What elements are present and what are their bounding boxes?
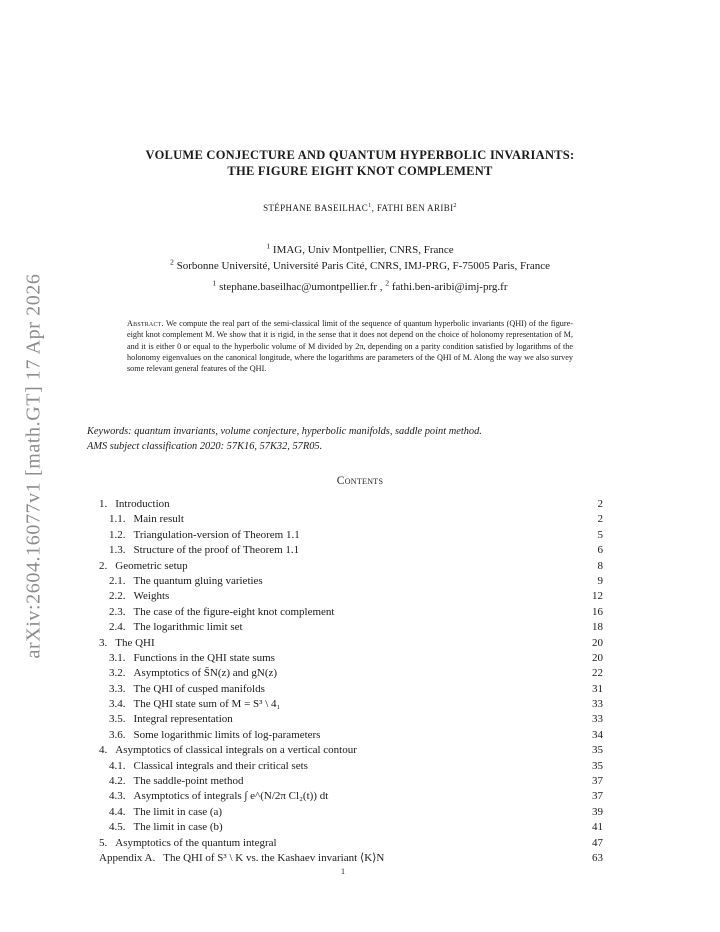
toc-entry-number: 3.5. [109, 713, 126, 726]
affiliation-1 [80, 242, 640, 258]
toc-entry-title: Main result [133, 513, 184, 526]
toc-entry[interactable] [99, 759, 603, 774]
title-line-2: THE FIGURE EIGHT KNOT COMPLEMENT [227, 163, 493, 178]
toc-entry-number: 2.2. [109, 590, 126, 603]
toc-entry[interactable] [99, 805, 603, 820]
toc-entry-title: Integral representation [133, 713, 233, 726]
abstract-body: We compute the real part of the semi-classical limit of the sequence of quantum hyperbolic invariants (QHI) of the figure-eight knot complement M. We show that it is rigid, in the sense that it does not depend on the choice of holonomy representation of M, and it is either 0 or equal to the hyperbolic volume of M divided by 2π, depending on a parity condition satisfied by logarithms of the holonomy eigenvalues on the canonical longitude, where the logarithms are parameters of the QHI of M. Along the way we also survey some relevant general features of the QHI. [127, 319, 573, 374]
title-line-1: VOLUME CONJECTURE AND QUANTUM HYPERBOLIC INVARIANTS: [145, 148, 575, 162]
affiliation-1-mark: 1 [266, 241, 271, 251]
toc-entry-page: 34 [592, 728, 603, 741]
toc-entry[interactable] [99, 543, 603, 558]
toc-entry-title: Some logarithmic limits of log-parameters [133, 728, 321, 741]
toc-entry[interactable] [99, 836, 603, 851]
toc-entry-number: 4. [99, 744, 108, 757]
toc-entry-page: 47 [592, 836, 603, 849]
toc-entry-page: 2 [597, 498, 603, 510]
toc-entry-page: 9 [597, 574, 603, 587]
toc-entry-page: 39 [592, 805, 603, 818]
toc-entry[interactable] [99, 528, 603, 543]
toc-entry-page: 2 [597, 513, 603, 526]
toc-entry-title: Asymptotics of S̃N(z) and gN(z) [133, 667, 278, 680]
toc-entry-number: 3.4. [109, 698, 126, 711]
toc-entry-title: Functions in the QHI state sums [133, 651, 275, 664]
toc-entry[interactable] [99, 743, 603, 758]
toc-entry[interactable] [99, 620, 603, 635]
toc-entry-page: 22 [592, 667, 603, 680]
toc-entry-number: 3. [99, 636, 108, 649]
toc-entry-title: The QHI of cusped manifolds [133, 682, 265, 695]
toc-entry-page: 35 [592, 759, 603, 772]
keywords-block [87, 425, 633, 454]
toc-entry-page: 31 [592, 682, 603, 695]
toc-entry-title: Triangulation-version of Theorem 1.1 [133, 528, 300, 541]
contents-heading: Contents [336, 475, 384, 487]
toc-entry[interactable] [99, 851, 603, 866]
toc-entry-page: 20 [592, 651, 603, 664]
toc-entry-number: 3.1. [109, 651, 126, 664]
toc-entry-title: The quantum gluing varieties [133, 574, 263, 587]
toc-entry[interactable] [99, 559, 603, 574]
toc-entry-title: The QHI of S³ \ K vs. the Kashaev invariant ⟨K⟩N [163, 851, 385, 864]
toc-entry[interactable] [99, 789, 603, 804]
toc-entry-number: Appendix A. [99, 851, 156, 864]
email-2-mark: 2 [385, 278, 390, 288]
toc-entry[interactable] [99, 574, 603, 589]
toc-entry-number: 4.3. [109, 790, 126, 803]
email-2[interactable]: fathi.ben-aribi@imj-prg.fr [391, 281, 508, 293]
toc-entry-number: 4.2. [109, 775, 126, 788]
ams-classification-line: AMS subject classification 2020: 57K16, 57K32, 57R05. [87, 440, 323, 452]
author-line [80, 203, 640, 213]
email-separator: , [377, 281, 386, 293]
toc-entry-number: 3.3. [109, 682, 126, 695]
toc-entry-number: 1.3. [109, 544, 126, 557]
toc-entry[interactable] [99, 497, 603, 512]
toc-entry-title: The limit in case (b) [133, 821, 223, 834]
toc-entry-page: 12 [592, 590, 603, 603]
toc-entry[interactable] [99, 636, 603, 651]
toc-entry-number: 2. [99, 559, 108, 572]
toc-entry-title: The saddle-point method [133, 775, 244, 788]
toc-entry[interactable] [99, 666, 603, 681]
toc-entry-page: 6 [597, 544, 603, 557]
toc-entry[interactable] [99, 651, 603, 666]
affiliation-2 [80, 258, 640, 274]
toc-entry[interactable] [99, 774, 603, 789]
toc-entry-title: Asymptotics of the quantum integral [115, 836, 277, 849]
toc-entry-number: 2.4. [109, 621, 126, 634]
toc-entry-page: 41 [592, 821, 603, 834]
paper-title [80, 148, 640, 179]
abstract-heading: Abstract. [127, 319, 164, 328]
toc-entry[interactable] [99, 820, 603, 835]
toc-entry-number: 4.4. [109, 805, 126, 818]
toc-entry-title: The case of the figure-eight knot complement [133, 605, 335, 618]
toc-entry-title: Asymptotics of classical integrals on a vertical contour [115, 744, 357, 757]
toc-entry-page: 8 [597, 559, 603, 572]
toc-entry-page: 37 [592, 775, 603, 788]
toc-entry-title: Structure of the proof of Theorem 1.1 [133, 544, 300, 557]
toc-entry-title: Weights [133, 590, 170, 603]
affiliation-1-text: IMAG, Univ Montpellier, CNRS, France [272, 244, 454, 256]
toc-entry-title: The QHI [115, 636, 155, 649]
affiliation-2-text: Sorbonne Université, Université Paris Cité, CNRS, IMJ-PRG, F-75005 Paris, France [176, 260, 550, 272]
toc-entry-number: 2.3. [109, 605, 126, 618]
toc-entry[interactable] [99, 512, 603, 527]
toc-entry-number: 1. [99, 498, 108, 510]
toc-entry[interactable] [99, 589, 603, 604]
toc-entry-page: 18 [592, 621, 603, 634]
toc-entry-page: 63 [592, 851, 603, 864]
toc-entry-number: 2.1. [109, 574, 126, 587]
affiliation-2-mark: 2 [170, 257, 174, 267]
toc-entry-page: 33 [592, 713, 603, 726]
toc-entry-page: 35 [592, 744, 603, 757]
toc-entry-title: Introduction [115, 498, 170, 510]
toc-entry[interactable] [99, 682, 603, 697]
toc-entry-title: Classical integrals and their critical sets [133, 759, 308, 772]
toc-entry-number: 3.6. [109, 728, 126, 741]
toc-entry-title: Asymptotics of integrals ∫ e^(N/2π Cl₂(t)) dt [133, 790, 329, 803]
author-separator: , [371, 203, 377, 213]
keywords-line: Keywords: quantum invariants, volume conjecture, hyperbolic manifolds, saddle point method. [87, 426, 482, 437]
toc-entry-number: 5. [99, 836, 108, 849]
affiliations [80, 242, 640, 295]
page-number: 1 [341, 867, 345, 876]
toc-entry[interactable] [99, 697, 603, 712]
author-2: FATHI BEN ARIBI [376, 203, 454, 213]
toc-entry[interactable] [99, 728, 603, 743]
toc-entry[interactable] [99, 712, 603, 727]
toc-entry-page: 33 [592, 698, 603, 711]
toc-entry-page: 16 [592, 605, 603, 618]
toc-entry-page: 20 [592, 636, 603, 649]
author-1: STÉPHANE BASEILHAC [263, 203, 369, 213]
abstract [127, 318, 573, 374]
toc-entry-page: 5 [597, 528, 603, 541]
author-2-mark: 2 [453, 202, 457, 209]
toc-entry-title: The QHI state sum of M = S³ \ 4₁ [133, 698, 281, 711]
toc-entry-number: 1.2. [109, 528, 126, 541]
toc-entry-title: The logarithmic limit set [133, 621, 243, 634]
email-1-mark: 1 [212, 278, 217, 288]
table-of-contents [99, 497, 603, 866]
arxiv-identifier-stamp: arXiv:2604.16077v1 [math.GT] 17 Apr 2026 [22, 273, 45, 659]
toc-entry-title: Geometric setup [115, 559, 188, 572]
toc-entry-title: The limit in case (a) [133, 805, 223, 818]
toc-entry-page: 37 [592, 790, 603, 803]
author-1-mark: 1 [368, 202, 372, 209]
toc-entry-number: 1.1. [109, 513, 126, 526]
toc-entry-number: 3.2. [109, 667, 126, 680]
toc-entry-number: 4.5. [109, 821, 126, 834]
email-line [80, 279, 640, 295]
email-1[interactable]: stephane.baseilhac@umontpellier.fr [219, 281, 378, 293]
toc-entry[interactable] [99, 605, 603, 620]
toc-entry-number: 4.1. [109, 759, 126, 772]
